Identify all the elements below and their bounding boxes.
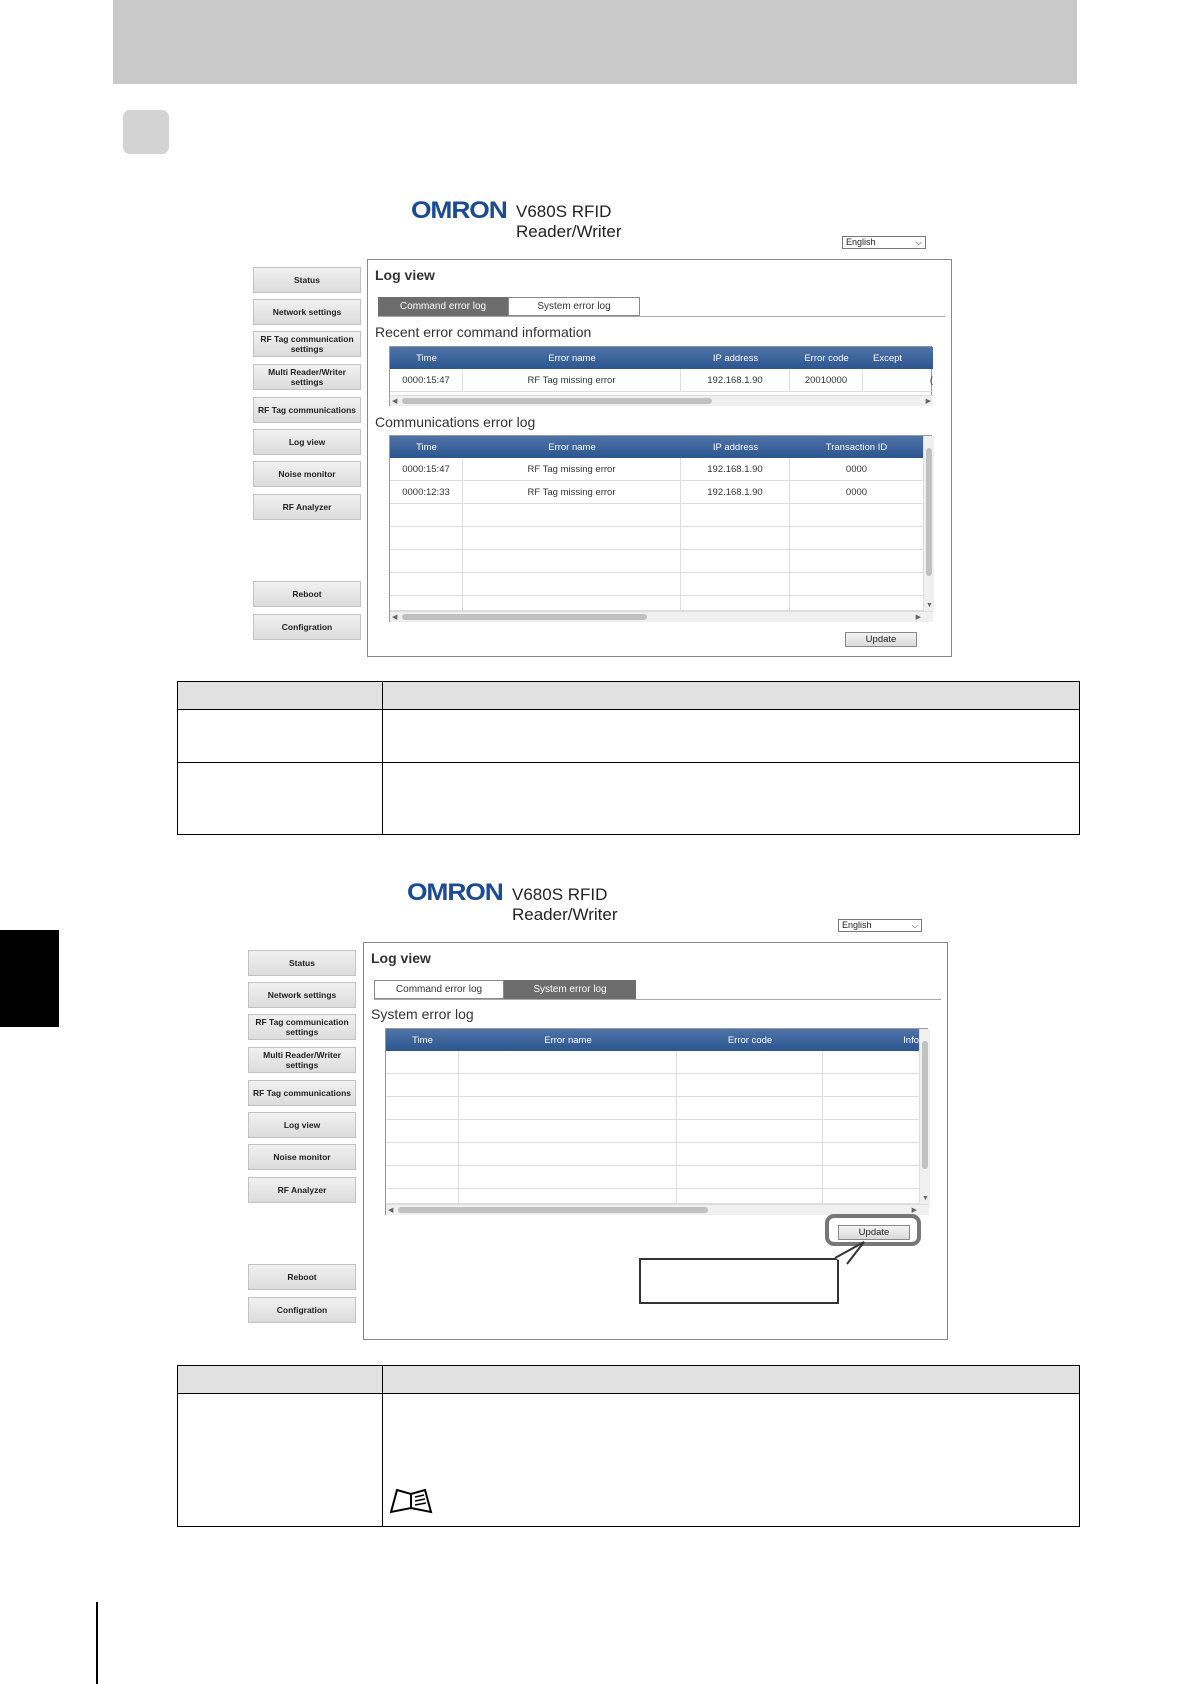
recent-error-title: Recent error command information [375, 324, 592, 340]
cell-error-name: RF Tag missing error [463, 481, 681, 504]
column-header: Error name [548, 352, 596, 364]
column-header: IP address [712, 441, 759, 453]
cell-ip-address: 192.168.1.90 [681, 481, 790, 504]
nav-configuration-button[interactable]: Configration [248, 1297, 356, 1323]
table-row [390, 369, 933, 392]
column-header: Error code [727, 1034, 773, 1046]
cell-except: ( [929, 375, 933, 386]
column-divider [382, 1366, 383, 1526]
description-table-header [178, 1366, 1079, 1394]
scroll-left-icon[interactable]: ◀ [392, 614, 398, 621]
nav-rf-tag-communication-settings-button[interactable]: RF Tag communication settings [253, 331, 361, 357]
panel-title: Log view [371, 950, 431, 966]
column-header: Error code [804, 352, 849, 364]
step-badge [123, 110, 169, 154]
table-row [386, 1051, 919, 1074]
tab-command-error-log[interactable]: Command error log [374, 980, 504, 999]
brand-logo: OMRON [411, 197, 507, 224]
table-header [390, 347, 933, 369]
log-view-panel [367, 259, 952, 657]
nav-network-settings-button[interactable]: Network settings [253, 299, 361, 325]
vertical-scrollbar[interactable] [923, 436, 934, 611]
table-row [390, 527, 923, 550]
column-divider [382, 682, 383, 834]
table-row [386, 1143, 919, 1166]
communications-error-title: Communications error log [375, 414, 536, 430]
brand-logo: OMRON [407, 879, 503, 906]
language-select[interactable]: English ⌵ [838, 919, 922, 932]
column-header: Time [412, 1034, 433, 1046]
description-table-header [178, 682, 1079, 710]
table-row [386, 1074, 919, 1097]
scroll-right-icon[interactable]: ▶ [911, 1207, 917, 1214]
nav-noise-monitor-button[interactable]: Noise monitor [248, 1144, 356, 1170]
column-header: Error name [548, 441, 596, 453]
system-error-table [385, 1028, 928, 1215]
cell-error-name: RF Tag missing error [463, 458, 681, 481]
product-title: V680S RFID Reader/Writer [516, 202, 622, 241]
cell-time: 0000:15:47 [390, 369, 463, 392]
nav-rf-tag-communications-button[interactable]: RF Tag communications [248, 1080, 356, 1106]
cell-time: 0000:15:47 [390, 458, 463, 481]
scroll-left-icon[interactable]: ◀ [392, 398, 398, 405]
callout-pointer [830, 1238, 870, 1280]
column-header: Error name [544, 1034, 592, 1046]
nav-rf-tag-communications-button[interactable]: RF Tag communications [253, 397, 361, 423]
header-band [113, 0, 1077, 84]
nav-status-button[interactable]: Status [253, 267, 361, 293]
row-divider [178, 762, 1079, 763]
chevron-down-icon: ⌵ [915, 238, 922, 247]
page-margin-rule [96, 1602, 98, 1684]
description-table-1 [177, 681, 1080, 835]
table-row [390, 504, 923, 527]
column-header: Info [903, 1034, 919, 1046]
tab-system-error-log[interactable]: System error log [508, 297, 640, 316]
table-row [390, 458, 923, 481]
nav-rf-analyzer-button[interactable]: RF Analyzer [248, 1177, 356, 1203]
table-row [386, 1097, 919, 1120]
column-header: IP address [712, 352, 759, 364]
nav-reboot-button[interactable]: Reboot [248, 1264, 356, 1290]
table-row [386, 1189, 919, 1204]
column-header: Time [416, 441, 437, 453]
scroll-thumb[interactable] [402, 398, 712, 404]
column-header: Except [873, 352, 903, 364]
nav-log-view-button[interactable]: Log view [253, 429, 361, 455]
cell-ip-address: 192.168.1.90 [681, 458, 790, 481]
tab-divider [378, 316, 945, 317]
column-header: Transaction ID [825, 441, 888, 453]
column-header: Time [416, 352, 437, 364]
nav-reboot-button[interactable]: Reboot [253, 581, 361, 607]
scroll-thumb[interactable] [926, 448, 932, 576]
cell-error-code: 20010000 [790, 369, 863, 392]
nav-multi-reader-writer-settings-button[interactable]: Multi Reader/Writer settings [248, 1047, 356, 1073]
nav-rf-tag-communication-settings-button[interactable]: RF Tag communication settings [248, 1014, 356, 1040]
cell-transaction-id: 0000 [845, 487, 868, 498]
nav-noise-monitor-button[interactable]: Noise monitor [253, 461, 361, 487]
table-row [390, 550, 923, 573]
cell-ip-address: 192.168.1.90 [681, 369, 790, 392]
scroll-right-icon[interactable]: ▶ [925, 398, 931, 405]
nav-multi-reader-writer-settings-button[interactable]: Multi Reader/Writer settings [253, 364, 361, 390]
cell-transaction-id: 0000 [845, 464, 868, 475]
tab-system-error-log[interactable]: System error log [504, 980, 636, 999]
update-button[interactable]: Update [838, 1225, 910, 1240]
tab-command-error-log[interactable]: Command error log [378, 297, 508, 316]
chevron-down-icon: ⌵ [911, 921, 918, 930]
scroll-left-icon[interactable]: ◀ [388, 1207, 394, 1214]
product-title: V680S RFID Reader/Writer [512, 885, 618, 924]
communications-error-table [389, 435, 932, 622]
recent-error-table [389, 346, 932, 406]
nav-configuration-button[interactable]: Configration [253, 614, 361, 640]
nav-status-button[interactable]: Status [248, 950, 356, 976]
table-row [390, 481, 923, 504]
table-row [386, 1120, 919, 1143]
table-header [386, 1029, 919, 1051]
description-table-2 [177, 1365, 1080, 1527]
scroll-thumb[interactable] [402, 614, 647, 620]
scroll-thumb[interactable] [398, 1207, 708, 1213]
nav-log-view-button[interactable]: Log view [248, 1112, 356, 1138]
scroll-thumb[interactable] [922, 1041, 928, 1169]
language-select[interactable]: English ⌵ [842, 236, 926, 249]
table-header [390, 436, 923, 458]
chapter-side-tab [0, 930, 59, 1027]
scroll-down-icon[interactable]: ▼ [926, 602, 933, 609]
callout-box [639, 1258, 839, 1304]
table-row [386, 1166, 919, 1189]
scroll-down-icon[interactable]: ▼ [922, 1195, 929, 1202]
tab-divider [374, 999, 941, 1000]
horizontal-scrollbar[interactable] [390, 395, 933, 406]
table-row [390, 596, 923, 611]
table-row [390, 573, 923, 596]
book-reference-icon [387, 1482, 435, 1518]
update-button[interactable]: Update [845, 632, 917, 647]
scroll-right-icon[interactable]: ▶ [915, 614, 921, 621]
cell-error-name: RF Tag missing error [463, 369, 681, 392]
cell-time: 0000:12:33 [390, 481, 463, 504]
vertical-scrollbar[interactable] [919, 1029, 930, 1204]
nav-network-settings-button[interactable]: Network settings [248, 982, 356, 1008]
horizontal-scrollbar[interactable] [390, 611, 933, 622]
nav-rf-analyzer-button[interactable]: RF Analyzer [253, 494, 361, 520]
panel-title: Log view [375, 267, 435, 283]
system-error-title: System error log [371, 1006, 474, 1022]
